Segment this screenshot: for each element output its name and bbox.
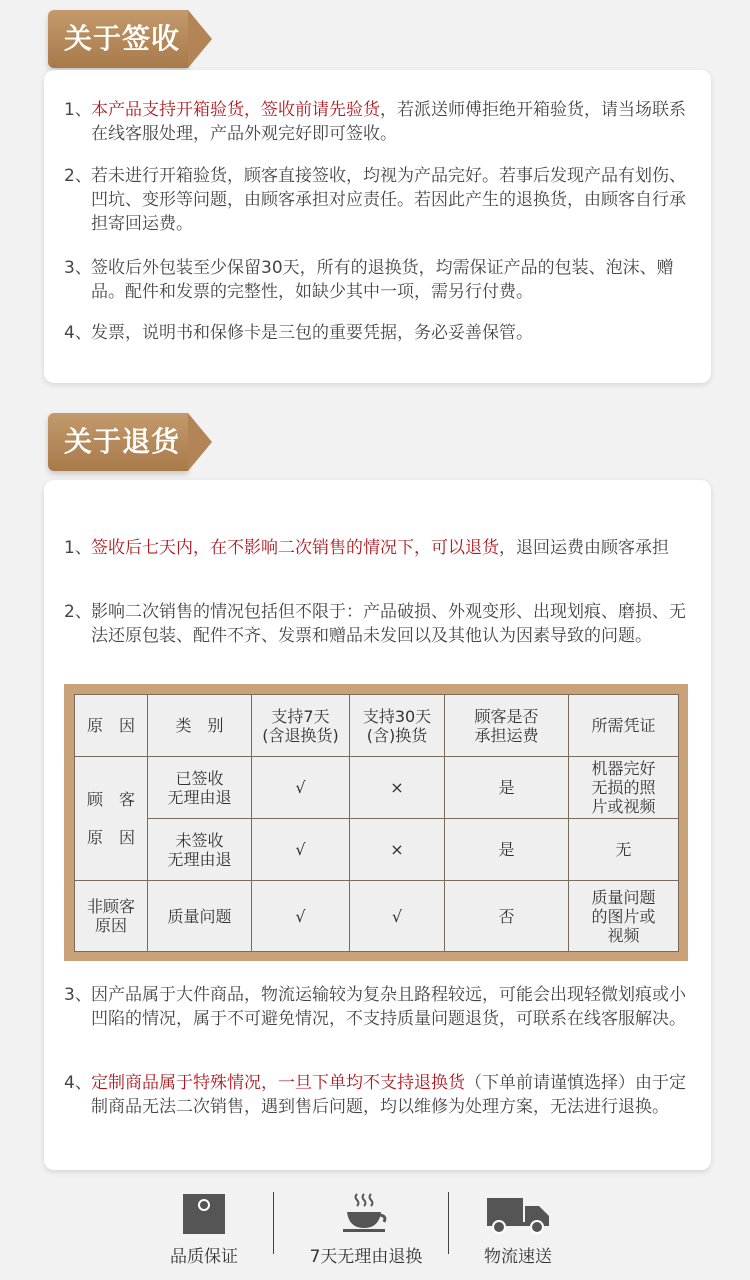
divider [273, 1192, 274, 1254]
return-policy-table-frame [64, 684, 688, 961]
table-cell-reason: 顾 客 原 因 [75, 757, 148, 881]
footer-label: 物流速送 [484, 1247, 552, 1267]
section-tag-return [48, 413, 188, 471]
list-item: 2、 影响二次销售的情况包括但不限于：产品破损、外观变形、出现划痕、磨损、无法还原包装、配件不齐、发票和赠品未发回以及其他认为因素导致的问题。 [64, 602, 686, 646]
table-header: 支持7天 (含退换货) [252, 695, 350, 757]
table-header: 顾客是否 承担运费 [445, 695, 569, 757]
return-info-card [44, 480, 711, 1170]
list-item: 2、 若未进行开箱验货，顾客直接签收，均视为产品完好。若事后发现产品有划伤、凹坑、变形等问题，由顾客承担对应责任。若因此产生的退换货，由顾客自行承担寄回运费。 [64, 166, 686, 234]
table-header: 类 别 [148, 695, 252, 757]
service-guarantee-bar [0, 1180, 750, 1280]
table-row [75, 881, 679, 952]
list-item: 1、 签收后七天内，在不影响二次销售的情况下，可以退货，退回运费由顾客承担 [64, 538, 669, 558]
sign-info-card [44, 70, 711, 383]
table-cell: 质量问题 [148, 881, 252, 952]
table-cell: √ [252, 881, 350, 952]
table-header: 所需凭证 [569, 695, 679, 757]
list-item: 3、 签收后外包装至少保留30天，所有的退换货，均需保证产品的包装、泡沫、赠品。配件和发票的完整性，如缺少其中一项，需另行付费。 [64, 258, 674, 302]
list-item: 4、 定制商品属于特殊情况，一旦下单均不支持退换货（下单前请谨慎选择）由于定制商品无法二次销售，遇到售后问题，均以维修为处理方案，无法进行退换。 [64, 1073, 686, 1117]
section-title: 关于退货 [64, 425, 181, 458]
table-cell: 已签收 无理由退 [148, 757, 252, 819]
table-header: 原 因 [75, 695, 148, 757]
table-cell: × [350, 757, 445, 819]
quality-bag-icon [134, 1192, 274, 1240]
footer-label: 7天无理由退换 [309, 1247, 423, 1267]
table-cell: 机器完好 无损的照 片或视频 [569, 757, 679, 819]
section-tag-sign [48, 10, 188, 68]
table-cell-reason: 非顾客 原因 [75, 881, 148, 952]
table-cell: 未签收 无理由退 [148, 819, 252, 881]
list-item: 3、 因产品属于大件商品，物流运输较为复杂且路程较远，可能会出现轻微划痕或小凹陷的情况，属于不可避免情况，不支持质量问题退货，可联系在线客服解决。 [64, 985, 686, 1029]
table-cell: 是 [445, 757, 569, 819]
section-title: 关于签收 [64, 22, 181, 55]
truck-icon [448, 1194, 588, 1238]
return-policy-table [74, 694, 679, 952]
list-item: 4、 发票，说明书和保修卡是三包的重要凭据，务必妥善保管。 [64, 323, 533, 343]
table-row [75, 819, 679, 881]
table-cell: 质量问题 的图片或 视频 [569, 881, 679, 952]
table-cell: √ [350, 881, 445, 952]
table-cell: × [350, 819, 445, 881]
table-cell: 否 [445, 881, 569, 952]
table-cell: √ [252, 757, 350, 819]
list-item: 1、 本产品支持开箱验货，签收前请先验货，若派送师傅拒绝开箱验货，请当场联系在线客服处理，产品外观完好即可签收。 [64, 100, 686, 144]
table-cell: 是 [445, 819, 569, 881]
footer-label: 品质保证 [170, 1247, 238, 1267]
table-cell: √ [252, 819, 350, 881]
table-header-row [75, 695, 679, 757]
table-cell: 无 [569, 819, 679, 881]
table-header: 支持30天 (含)换货 [350, 695, 445, 757]
coffee-cup-icon [294, 1190, 434, 1240]
table-row [75, 757, 679, 819]
